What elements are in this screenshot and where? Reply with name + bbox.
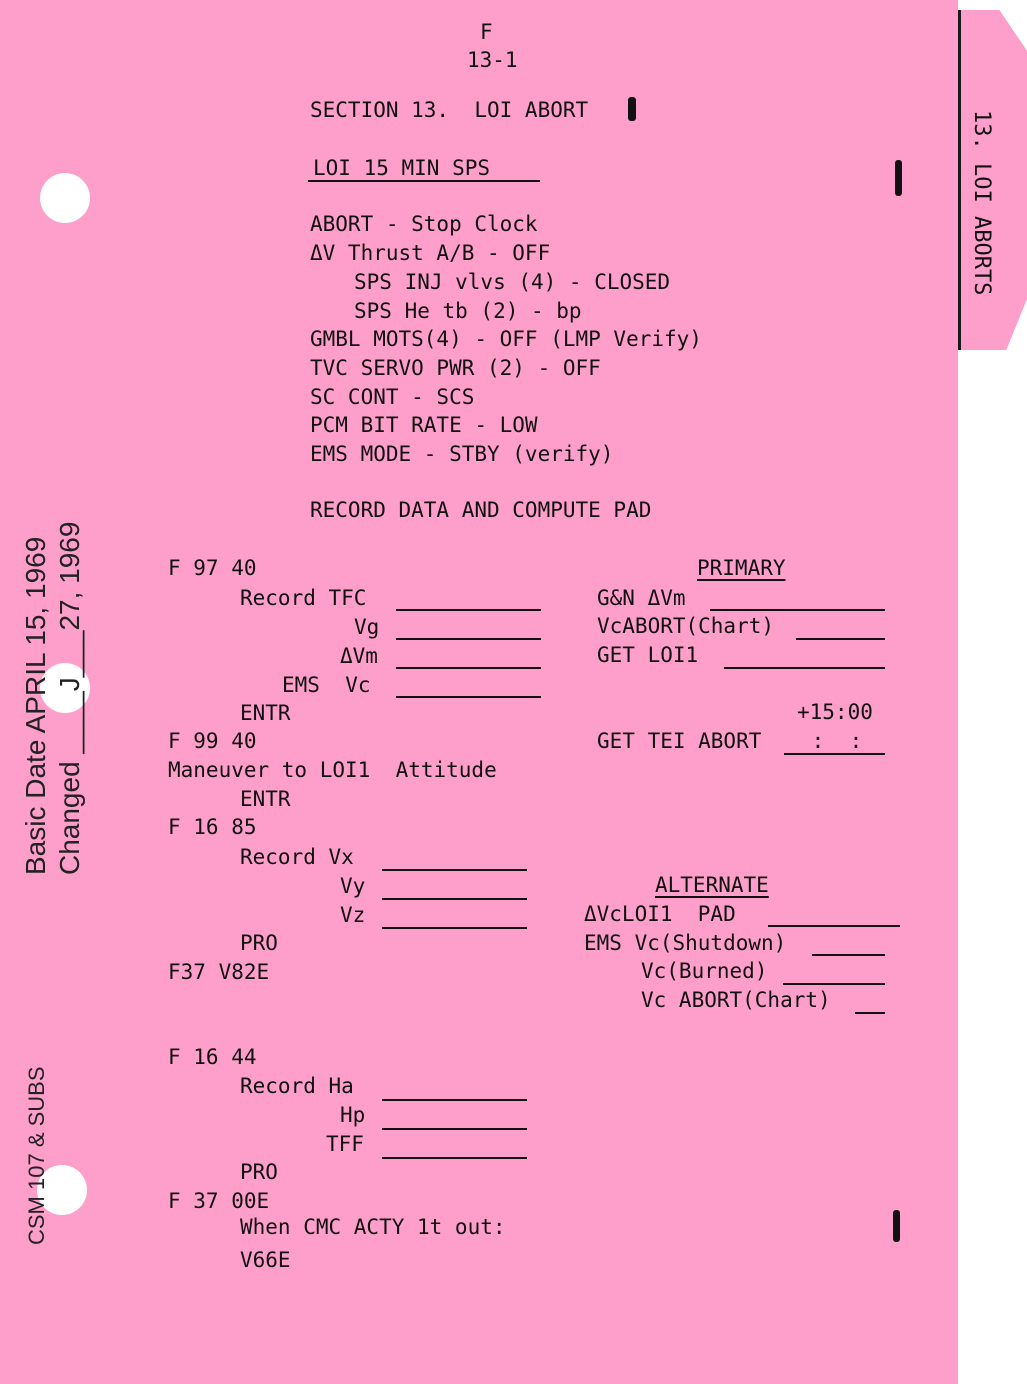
verb-noun: F 16 85	[168, 815, 257, 839]
step-item: GMBL MOTS(4) - OFF (LMP Verify)	[310, 327, 702, 351]
blank-field[interactable]	[812, 954, 885, 956]
verb-noun: F37 V82E	[168, 960, 270, 984]
step-item: TVC SERVO PWR (2) - OFF	[310, 356, 601, 380]
record-label: Record Vx	[240, 845, 354, 869]
primary-label: GET TEI ABORT	[597, 729, 762, 753]
blank-field[interactable]	[396, 667, 541, 669]
step-item: EMS MODE - STBY (verify)	[310, 442, 614, 466]
record-label: ΔVm	[340, 644, 378, 668]
blank-field[interactable]	[396, 609, 541, 611]
primary-heading: PRIMARY	[697, 556, 786, 580]
step-item: SPS He tb (2) - bp	[354, 299, 582, 323]
alternate-label: ΔVcLOI1 PAD	[584, 902, 736, 926]
blank-field[interactable]	[382, 1128, 527, 1130]
alternate-label: EMS Vc(Shutdown)	[584, 931, 787, 955]
primary-label: G&N ΔVm	[597, 586, 686, 610]
time-offset: +15:00	[797, 700, 873, 724]
blank-field[interactable]	[796, 638, 885, 640]
command: ENTR	[240, 787, 291, 811]
command: V66E	[240, 1248, 291, 1272]
command: PRO	[240, 931, 278, 955]
blank-field[interactable]	[382, 927, 527, 929]
step-item: PCM BIT RATE - LOW	[310, 413, 538, 437]
verb-noun: F 99 40	[168, 729, 257, 753]
primary-label: GET LOI1	[597, 643, 699, 667]
blank-field[interactable]	[855, 1012, 885, 1014]
blank-field[interactable]	[382, 1157, 527, 1159]
instruction: Maneuver to LOI1 Attitude	[168, 758, 497, 782]
verb-noun: F 37 00E	[168, 1189, 270, 1213]
change-bar	[895, 160, 902, 196]
blank-field[interactable]	[382, 869, 527, 871]
blank-field[interactable]	[710, 609, 885, 611]
tab-letter: F	[480, 20, 493, 44]
record-label: Hp	[340, 1103, 366, 1127]
step-item: ΔV Thrust A/B - OFF	[310, 241, 551, 265]
verb-noun: F 16 44	[168, 1045, 257, 1069]
alternate-label: Vc ABORT(Chart)	[641, 988, 831, 1012]
command: ENTR	[240, 701, 291, 725]
blank-field[interactable]	[768, 925, 900, 927]
tab-label: 13. LOI ABORTS	[969, 110, 994, 296]
time-field: : :	[799, 729, 863, 753]
record-heading: RECORD DATA AND COMPUTE PAD	[310, 498, 652, 522]
blank-field[interactable]	[784, 753, 885, 755]
alternate-heading: ALTERNATE	[655, 873, 769, 897]
blank-field[interactable]	[382, 1099, 527, 1101]
verb-noun: F 97 40	[168, 556, 257, 580]
basic-date: Basic Date APRIL 15, 1969	[20, 536, 51, 875]
step-item: ABORT - Stop Clock	[310, 212, 538, 236]
step-item: SC CONT - SCS	[310, 385, 475, 409]
record-label: Record Ha	[240, 1074, 354, 1098]
primary-label: VcABORT(Chart)	[597, 614, 775, 638]
binder-hole	[40, 173, 90, 223]
instruction: When CMC ACTY 1t out:	[240, 1215, 506, 1239]
command: PRO	[240, 1160, 278, 1184]
record-label: Vg	[354, 615, 380, 639]
change-bar	[893, 1210, 900, 1242]
subtitle: LOI 15 MIN SPS	[313, 156, 491, 180]
record-label: Vz	[340, 903, 366, 927]
record-label: EMS Vc	[282, 673, 371, 697]
blank-field[interactable]	[382, 898, 527, 900]
blank-field[interactable]	[396, 696, 541, 698]
page-number: 13-1	[467, 48, 518, 72]
blank-field[interactable]	[396, 638, 541, 640]
title-mark	[628, 97, 636, 121]
record-label: Record TFC	[240, 586, 367, 610]
record-label: TFF	[326, 1132, 364, 1156]
blank-field[interactable]	[783, 983, 885, 985]
alternate-label: Vc(Burned)	[641, 959, 768, 983]
section-title: SECTION 13. LOI ABORT	[310, 98, 589, 122]
csm-label: CSM 107 & SUBS	[24, 1066, 49, 1245]
subtitle-underline	[308, 180, 540, 182]
blank-field[interactable]	[724, 667, 885, 669]
step-item: SPS INJ vlvs (4) - CLOSED	[354, 270, 671, 294]
changed-date: Changed ____J___27, 1969	[54, 521, 85, 875]
record-label: Vy	[340, 874, 366, 898]
